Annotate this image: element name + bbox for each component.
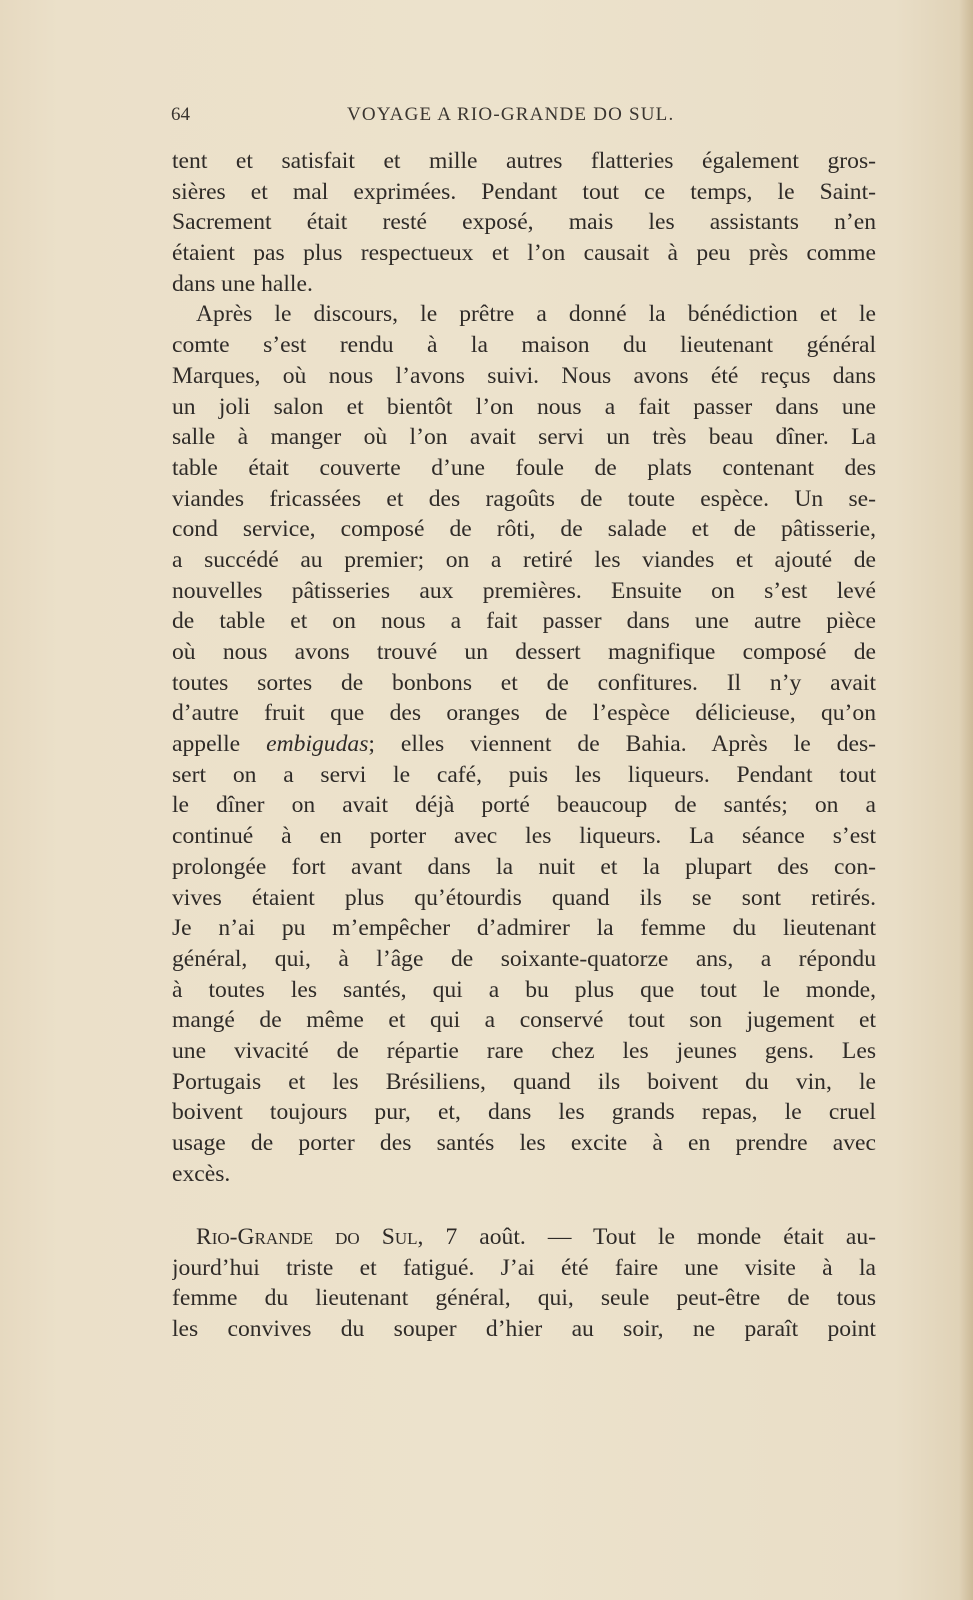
text-line: nouvelles pâtisseries aux premières. Ensuite on s’est levé — [172, 577, 876, 604]
text-line: Portugais et les Brésiliens, quand ils boivent du vin, le — [172, 1068, 876, 1095]
text-line: général, qui, à l’âge de soixante-quatorze ans, a répondu — [172, 945, 876, 972]
text-line: femme du lieutenant général, qui, seule peut-être de tous — [172, 1285, 876, 1312]
text-line: table était couverte d’une foule de plats contenant des — [172, 454, 876, 481]
running-title: VOYAGE A RIO-GRANDE DO SUL. — [347, 104, 675, 125]
text-line: à toutes les santés, qui a bu plus que tout le monde, — [172, 976, 876, 1003]
text-line: sières et mal exprimées. Pendant tout ce temps, le Saint- — [172, 178, 876, 205]
text-line: Après le discours, le prêtre a donné la bénédiction et le — [196, 301, 876, 328]
text-line: de table et on nous a fait passer dans une autre pièce — [172, 608, 876, 635]
text-line: jourd’hui triste et fatigué. J’ai été faire une visite à la — [172, 1254, 876, 1281]
text-line: d’autre fruit que des oranges de l’espèce délicieuse, qu’on — [172, 700, 876, 727]
text-line: un joli salon et bientôt l’on nous a fait passer dans une — [172, 393, 876, 420]
text-line: Marques, où nous l’avons suivi. Nous avons été reçus dans — [172, 362, 876, 389]
text-line: le dîner on avait déjà porté beaucoup de santés; on a — [172, 792, 876, 819]
text-line: mangé de même et qui a conservé tout son jugement et — [172, 1007, 876, 1034]
text-line: viandes fricassées et des ragoûts de toute espèce. Un se- — [172, 485, 876, 512]
text-line: les convives du souper d’hier au soir, ne paraît point — [172, 1316, 876, 1343]
text-line: dans une halle. — [172, 270, 313, 297]
text-line: salle à manger où l’on avait servi un très beau dîner. La — [172, 424, 876, 451]
text-line: Je n’ai pu m’empêcher d’admirer la femme du lieutenant — [172, 915, 876, 942]
page-number: 64 — [171, 104, 190, 125]
text-line: Sacrement était resté exposé, mais les assistants n’en — [172, 209, 876, 236]
main-paragraphs — [172, 146, 876, 1189]
text-line: comte s’est rendu à la maison du lieutenant général — [172, 332, 876, 359]
text-line: toutes sortes de bonbons et de confitures. Il n’y avait — [172, 669, 876, 696]
text-line: étaient pas plus respectueux et l’on causait à peu près comme — [172, 240, 876, 267]
text-line: une vivacité de répartie rare chez les jeunes gens. Les — [172, 1037, 876, 1064]
text-line: sert on a servi le café, puis les liqueurs. Pendant tout — [172, 761, 876, 788]
text-line: continué à en porter avec les liqueurs. La séance s’est — [172, 823, 876, 850]
text-line: vives étaient plus qu’étourdis quand ils se sont retirés. — [172, 884, 876, 911]
text-segment: appelle — [172, 731, 241, 758]
text-line: où nous avons trouvé un dessert magnifique composé de — [172, 639, 876, 665]
text-line: cond service, composé de rôti, de salade et de pâtisserie, — [172, 516, 876, 543]
text-line-mixed — [172, 729, 876, 760]
text-line: tent et satisfait et mille autres flatteries également gros- — [172, 148, 876, 174]
text-line: prolongée fort avant dans la nuit et la plupart des con- — [172, 853, 876, 880]
text-segment: ; elles viennent de Bahia. Après le des- — [368, 731, 876, 758]
entry-place: Rio-Grande do Sul, — [196, 1224, 424, 1250]
page-edge-shadow — [959, 0, 973, 1600]
page-header — [171, 104, 877, 130]
text-line: usage de porter des santés les excite à en prendre avec — [172, 1130, 876, 1156]
italic-term: embigudas — [266, 731, 369, 758]
entry-first-line — [172, 1222, 876, 1253]
entry-date: 7 août. — Tout le monde était au- — [423, 1224, 876, 1250]
diary-entry — [172, 1222, 876, 1345]
text-line: boivent toujours pur, et, dans les grands repas, le cruel — [172, 1099, 876, 1126]
text-line: excès. — [172, 1160, 231, 1187]
text-line: a succédé au premier; on a retiré les viandes et ajouté de — [172, 546, 876, 573]
